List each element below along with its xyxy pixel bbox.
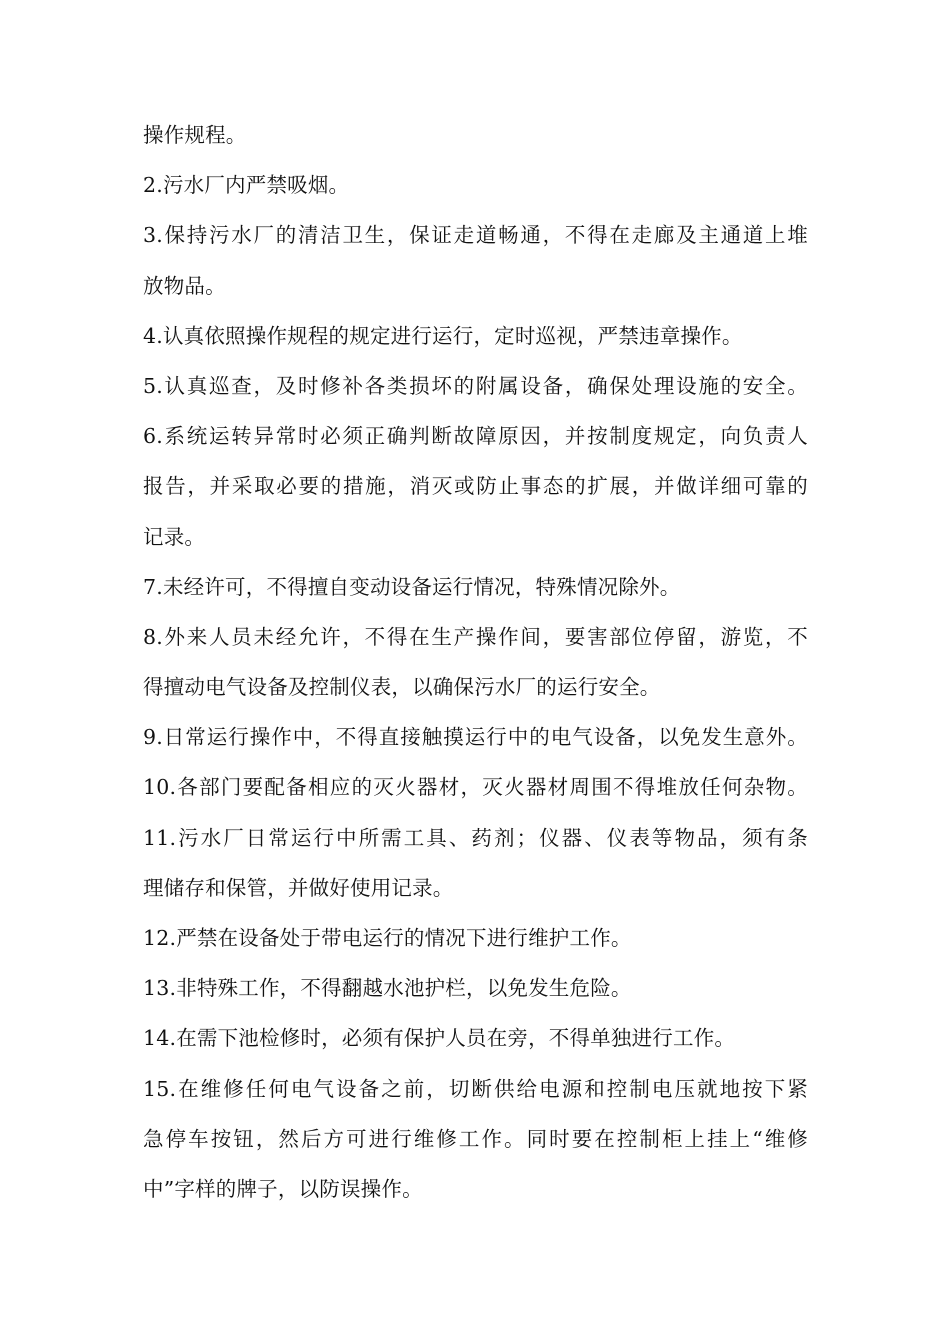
paragraph-line: 15.在维修任何电气设备之前，切断供给电源和控制电压就地按下紧 (143, 1076, 808, 1101)
paragraph-line: 急停车按钮，然后方可进行维修工作。同时要在控制柜上挂上“维修 (143, 1126, 808, 1151)
paragraph-line: 2.污水厂内严禁吸烟。 (143, 173, 350, 198)
paragraph-line: 13.非特殊工作，不得翻越水池护栏，以免发生危险。 (143, 976, 632, 1001)
paragraph-line: 10.各部门要配备相应的灭火器材，灭火器材周围不得堆放任何杂物。 (143, 775, 808, 800)
paragraph-line: 放物品。 (143, 273, 226, 298)
paragraph-line: 4.认真依照操作规程的规定进行运行，定时巡视，严禁违章操作。 (143, 323, 743, 348)
paragraph-line: 6.系统运转异常时必须正确判断故障原因，并按制度规定，向负责人 (143, 424, 808, 449)
paragraph-line: 理储存和保管，并做好使用记录。 (143, 875, 454, 900)
paragraph-line: 记录。 (143, 524, 206, 549)
paragraph-line: 14.在需下池检修时，必须有保护人员在旁，不得单独进行工作。 (143, 1026, 736, 1051)
paragraph-line: 中”字样的牌子，以防误操作。 (143, 1176, 423, 1201)
paragraph-line: 11.污水厂日常运行中所需工具、药剂；仪器、仪表等物品，须有条 (143, 825, 808, 850)
paragraph-line: 3.保持污水厂的清洁卫生，保证走道畅通，不得在走廊及主通道上堆 (143, 223, 808, 248)
paragraph-line: 5.认真巡查，及时修补各类损坏的附属设备，确保处理设施的安全。 (143, 373, 808, 398)
paragraph-line: 9.日常运行操作中，不得直接触摸运行中的电气设备，以免发生意外。 (143, 725, 808, 750)
paragraph-line: 7.未经许可，不得擅自变动设备运行情况，特殊情况除外。 (143, 574, 681, 599)
paragraph-line: 12.严禁在设备处于带电运行的情况下进行维护工作。 (143, 926, 632, 950)
paragraph-line: 得擅动电气设备及控制仪表，以确保污水厂的运行安全。 (143, 675, 661, 700)
paragraph-line: 操作规程。 (143, 123, 247, 147)
document-body (143, 117, 808, 1221)
paragraph-line: 8.外来人员未经允许，不得在生产操作间，要害部位停留，游览，不 (143, 624, 808, 649)
paragraph-line: 报告，并采取必要的措施，消灭或防止事态的扩展，并做详细可靠的 (143, 474, 808, 499)
